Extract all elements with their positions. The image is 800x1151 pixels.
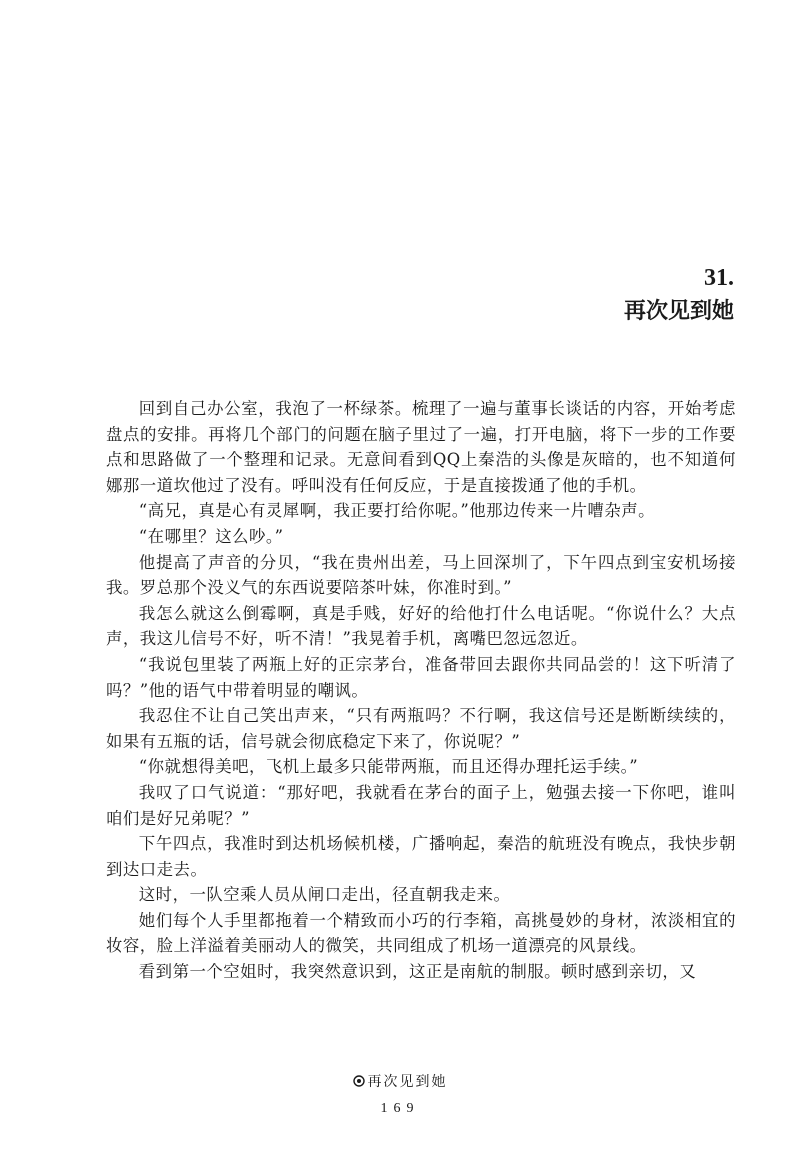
chapter-title: 再次见到她 [623, 298, 734, 324]
paragraph: “在哪里？这么吵。” [138, 526, 284, 546]
page-number: 169 [380, 1101, 420, 1116]
paragraph: 这时，一队空乘人员从闸口走出，径直朝我走来。 [138, 885, 511, 905]
paragraph: 回到自己办公室，我泡了一杯绿茶。梳理了一遍与董事长谈话的内容，开始考虑盘点的安排。再将几个部门的问题在脑子里过了一遍，打开电脑，将下一步的工作要点和思路做了一个整理和记录。无意间看到QQ上秦浩的头像是灰暗的，也不知道何娜那一道坎他过了没有。呼叫没有任何反应，于是直接拨通了他的手机。 [106, 399, 736, 495]
paragraph: 我叹了口气说道：“那好吧，我就看在茅台的面子上，勉强去接一下你吧，谁叫咱们是好兄弟呢？” [106, 782, 736, 828]
paragraph: 看到第一个空姐时，我突然意识到，这正是南航的制服。顿时感到亲切，又 [138, 962, 697, 982]
ornament-icon [353, 1075, 365, 1087]
chapter-body [106, 396, 736, 985]
page-footer [0, 1073, 800, 1117]
paragraph: 下午四点，我准时到达机场候机楼，广播响起，秦浩的航班没有晚点，我快步朝到达口走去。 [106, 834, 736, 879]
paragraph: “我说包里装了两瓶上好的正宗茅台，准备带回去跟你共同品尝的！这下听清了吗？”他的语气中带着明显的嘲讽。 [106, 654, 736, 700]
paragraph: 我怎么就这么倒霉啊，真是手贱，好好的给他打什么电话呢。“你说什么？大点声，我这儿信号不好，听不清！”我晃着手机，离嘴巴忽远忽近。 [106, 603, 736, 649]
paragraph: 我忍住不让自己笑出声来，“只有两瓶吗？不行啊，我这信号还是断断续续的，如果有五瓶的话，信号就会彻底稳定下来了，你说呢？” [106, 706, 736, 751]
chapter-number: 31. [704, 265, 734, 291]
running-title: 再次见到她 [367, 1074, 448, 1090]
paragraph: 他提高了声音的分贝，“我在贵州出差，马上回深圳了，下午四点到宝安机场接我。罗总那个没义气的东西说要陪茶叶妹，你准时到。” [106, 552, 736, 598]
paragraph: “高兄，真是心有灵犀啊，我正要打给你呢。”他那边传来一片嘈杂声。 [138, 501, 656, 521]
paragraph: “你就想得美吧，飞机上最多只能带两瓶，而且还得办理托运手续。” [138, 757, 639, 777]
paragraph: 她们每个人手里都拖着一个精致而小巧的行李箱，高挑曼妙的身材，浓淡相宜的妆容，脸上洋溢着美丽动人的微笑，共同组成了机场一道漂亮的风景线。 [106, 910, 736, 956]
